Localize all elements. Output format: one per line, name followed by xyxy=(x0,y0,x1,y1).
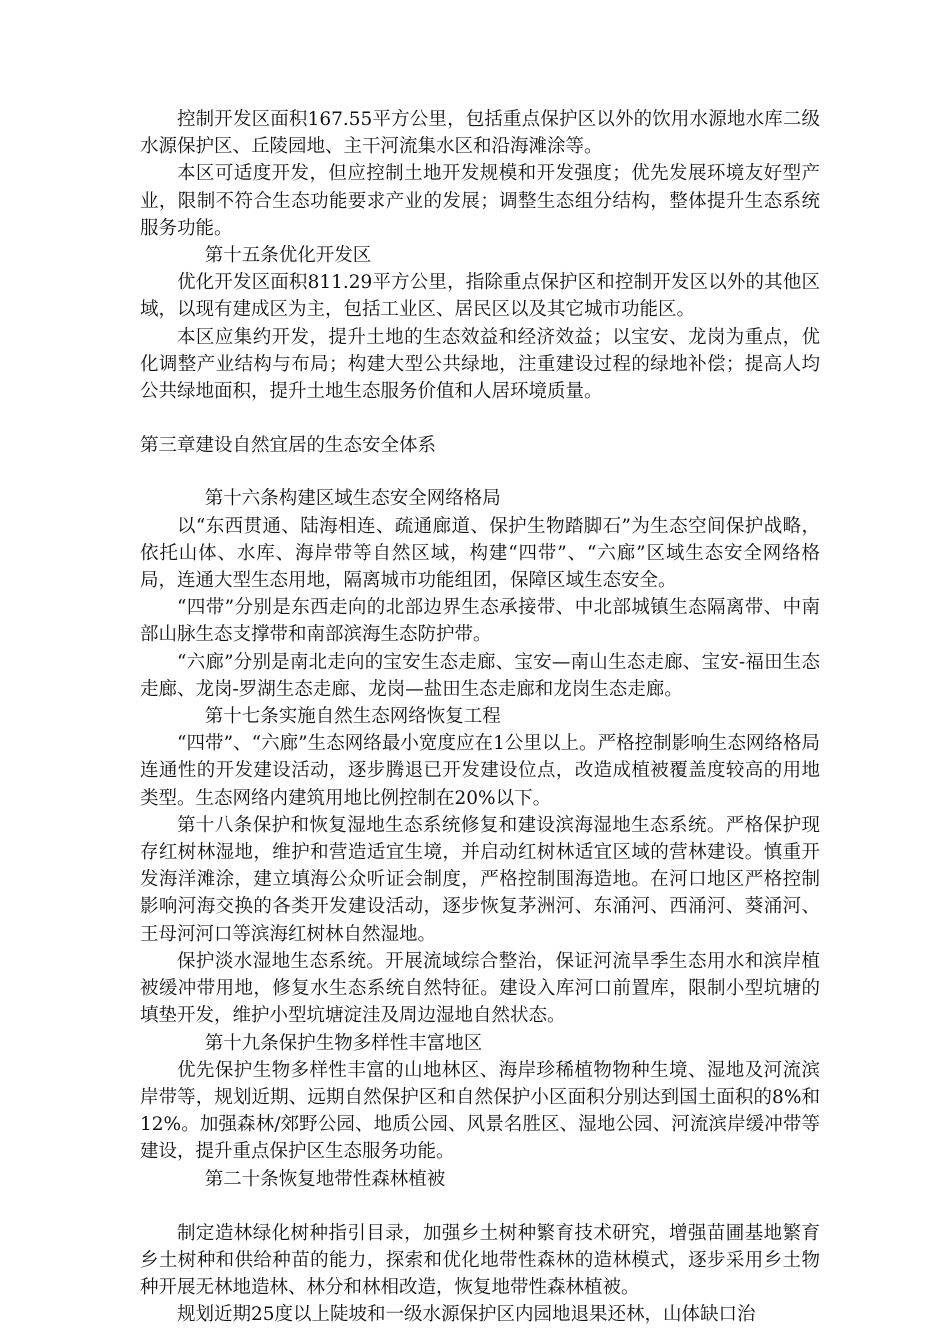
paragraph-article-18-wetlands: 第十八条保护和恢复湿地生态系统修复和建设滨海湿地生态系统。严格保护现存红树林湿地，维护和营造适宜生境，并启动红树林适宜区域的营林建设。慎重开发海洋滩涂，建立填海公众听证会制度，严格控制围海造地。在河口地区严格控制影响河海交换的各类开发建设活动，逐步恢复茅洲河、东涌河、西涌河、葵涌河、王母河河口等滨海红树林自然湿地。 xyxy=(140,814,820,945)
paragraph-network-width: “四带”、“六廊”生态网络最小宽度应在1公里以上。严格控制影响生态网络格局连通性的开发建设活动，逐步腾退已开发建设位点，改造成植被覆盖度较高的用地类型。生态网络内建筑用地比例控制在20%以下。 xyxy=(140,733,820,809)
paragraph-optimized-zone-policy: 本区应集约开发，提升土地的生态效益和经济效益；以宝安、龙岗为重点，优化调整产业结构与布局；构建大型公共绿地，注重建设过程的绿地补偿；提高人均公共绿地面积，提升土地生态服务价值和人居环境质量。 xyxy=(140,326,820,403)
article-20-heading: 第二十条恢复地带性森林植被 xyxy=(204,1168,446,1190)
document-body xyxy=(140,106,820,1329)
paragraph-biodiversity: 优先保护生物多样性丰富的山地林区、海岸珍稀植物物种生境、湿地及河流滨岸带等，规划近期、远期自然保护区和自然保护小区面积分别达到国土面积的8%和12%。加强森林/郊野公园、地质公园、风景名胜区、湿地公园、河流滨岸缓冲带等建设，提升重点保护区生态服务功能。 xyxy=(140,1059,820,1163)
article-17-heading: 第十七条实施自然生态网络恢复工程 xyxy=(204,706,501,728)
paragraph-controlled-zone-area: 控制开发区面积167.55平方公里，包括重点保护区以外的饮用水源地水库二级水源保护区、丘陵园地、主干河流集水区和沿海滩涂等。 xyxy=(140,109,820,158)
paragraph-six-corridors: “六廊”分别是南北走向的宝安生态走廊、宝安—南山生态走廊、宝安-福田生态走廊、龙岗-罗湖生态走廊、龙岗—盐田生态走廊和龙岗生态走廊。 xyxy=(140,651,820,700)
paragraph-slope-restoration: 规划近期25度以上陡坡和一级水源保护区内园地退果还林，山体缺口治 xyxy=(177,1304,756,1326)
paragraph-afforestation: 制定造林绿化树种指引目录，加强乡土树种繁育技术研究，增强苗圃基地繁育乡土树种和供给种苗的能力，探索和优化地带性森林的造林模式，逐步采用乡土物种开展无林地造林、林分和林相改造，恢复地带性森林植被。 xyxy=(140,1222,820,1299)
paragraph-freshwater-wetlands: 保护淡水湿地生态系统。开展流域综合整治，保证河流旱季生态用水和滨岸植被缓冲带用地，修复水生态系统自然特征。建设入库河口前置库，限制小型坑塘的填垫开发，维护小型坑塘淀洼及周边湿地自然状态。 xyxy=(140,950,820,1027)
chapter-3-title: 第三章建设自然宜居的生态安全体系 xyxy=(140,435,437,457)
paragraph-ecological-strategy: 以“东西贯通、陆海相连、疏通廊道、保护生物踏脚石”为生态空间保护战略，依托山体、水库、海岸带等自然区域，构建“四带”、“六廊”区域生态安全网络格局，连通大型生态用地，隔离城市功能组团，保障区域生态安全。 xyxy=(140,515,820,592)
article-19-heading: 第十九条保护生物多样性丰富地区 xyxy=(204,1032,483,1054)
article-15-heading: 第十五条优化开发区 xyxy=(204,245,372,267)
paragraph-controlled-zone-policy: 本区可适度开发，但应控制土地开发规模和开发强度；优先发展环境友好型产业，限制不符合生态功能要求产业的发展；调整生态组分结构，整体提升生态系统服务功能。 xyxy=(140,163,820,239)
article-16-heading: 第十六条构建区域生态安全网络格局 xyxy=(204,488,501,510)
paragraph-optimized-zone-area: 优化开发区面积811.29平方公里，指除重点保护区和控制开发区以外的其他区域，以现有建成区为主，包括工业区、居民区以及其它城市功能区。 xyxy=(140,272,820,321)
paragraph-four-belts: “四带”分别是东西走向的北部边界生态承接带、中北部城镇生态隔离带、中南部山脉生态支撑带和南部滨海生态防护带。 xyxy=(140,597,820,646)
